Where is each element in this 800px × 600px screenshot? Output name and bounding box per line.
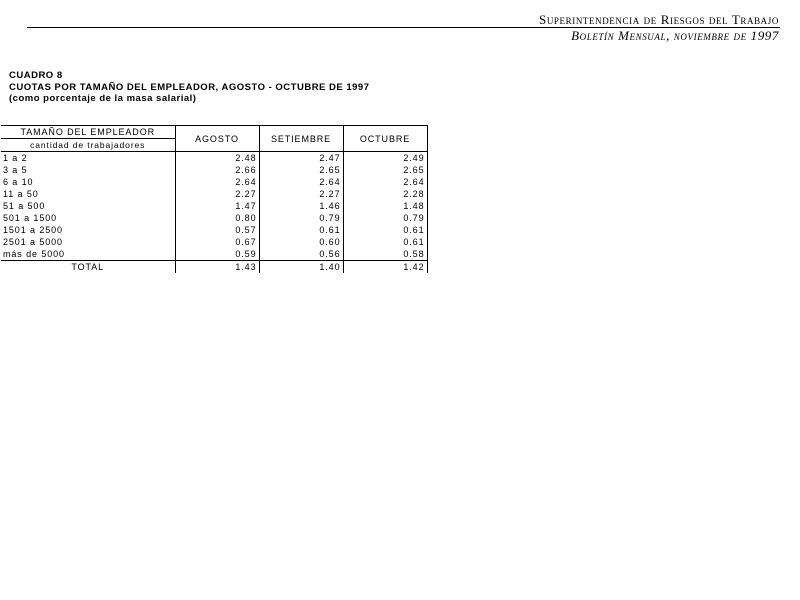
cell-value: 2.64 xyxy=(343,176,427,188)
row-label: 1501 a 2500 xyxy=(1,224,175,236)
cell-value: 1.46 xyxy=(259,200,343,212)
table-row xyxy=(1,176,427,188)
cell-value: 2.49 xyxy=(343,152,427,165)
total-label: TOTAL xyxy=(1,261,175,274)
cell-value: 2.28 xyxy=(343,188,427,200)
cell-value: 0.58 xyxy=(343,248,427,261)
cell-value: 2.27 xyxy=(259,188,343,200)
row-label: 501 a 1500 xyxy=(1,212,175,224)
cell-value: 2.48 xyxy=(175,152,259,165)
organization-name: Superintendencia de Riesgos del Trabajo xyxy=(538,12,779,27)
cell-value: 2.47 xyxy=(259,152,343,165)
cuadro-number: CUADRO 8 xyxy=(9,70,63,81)
cell-value: 1.42 xyxy=(343,261,427,274)
cell-value: 1.48 xyxy=(343,200,427,212)
cell-value: 0.60 xyxy=(259,236,343,248)
cell-value: 0.57 xyxy=(175,224,259,236)
cell-value: 0.61 xyxy=(259,224,343,236)
employer-size-subheader: cantidad de trabajadores xyxy=(1,139,175,152)
month-header: OCTUBRE xyxy=(343,126,427,152)
cell-value: 2.64 xyxy=(175,176,259,188)
cell-value: 0.59 xyxy=(175,248,259,261)
row-label: 51 a 500 xyxy=(1,200,175,212)
month-header: AGOSTO xyxy=(175,126,259,152)
month-header: SETIEMBRE xyxy=(259,126,343,152)
cell-value: 0.79 xyxy=(259,212,343,224)
table-row xyxy=(1,236,427,248)
table-row xyxy=(1,164,427,176)
table-title: CUOTAS POR TAMAÑO DEL EMPLEADOR, AGOSTO - OCTUBRE DE 1997 xyxy=(9,81,370,93)
row-label: 1 a 2 xyxy=(1,152,175,165)
table-row xyxy=(1,212,427,224)
cell-value: 0.61 xyxy=(343,236,427,248)
cell-value: 2.65 xyxy=(343,164,427,176)
cell-value: 1.47 xyxy=(175,200,259,212)
cell-value: 2.27 xyxy=(175,188,259,200)
cell-value: 0.80 xyxy=(175,212,259,224)
cell-value: 0.67 xyxy=(175,236,259,248)
row-label: 2501 a 5000 xyxy=(1,236,175,248)
total-row xyxy=(1,261,427,274)
publication-title: Boletín Mensual, noviembre de 1997 xyxy=(571,28,779,43)
quota-table xyxy=(1,125,428,273)
table-row xyxy=(1,188,427,200)
employer-size-header: TAMAÑO DEL EMPLEADOR xyxy=(1,126,175,139)
cell-value: 2.66 xyxy=(175,164,259,176)
table-title-block xyxy=(9,70,370,105)
cell-value: 0.79 xyxy=(343,212,427,224)
table-body xyxy=(1,152,427,274)
cell-value: 1.43 xyxy=(175,261,259,274)
table-row xyxy=(1,152,427,165)
cell-value: 0.56 xyxy=(259,248,343,261)
row-label: 3 a 5 xyxy=(1,164,175,176)
cell-value: 0.61 xyxy=(343,224,427,236)
cell-value: 2.65 xyxy=(259,164,343,176)
table-row xyxy=(1,200,427,212)
table-row xyxy=(1,248,427,261)
table-row xyxy=(1,224,427,236)
cell-value: 1.40 xyxy=(259,261,343,274)
table-subtitle: (como porcentaje de la masa salarial) xyxy=(9,93,197,104)
row-label: más de 5000 xyxy=(1,248,175,261)
row-label: 6 a 10 xyxy=(1,176,175,188)
row-label: 11 a 50 xyxy=(1,188,175,200)
cell-value: 2.64 xyxy=(259,176,343,188)
